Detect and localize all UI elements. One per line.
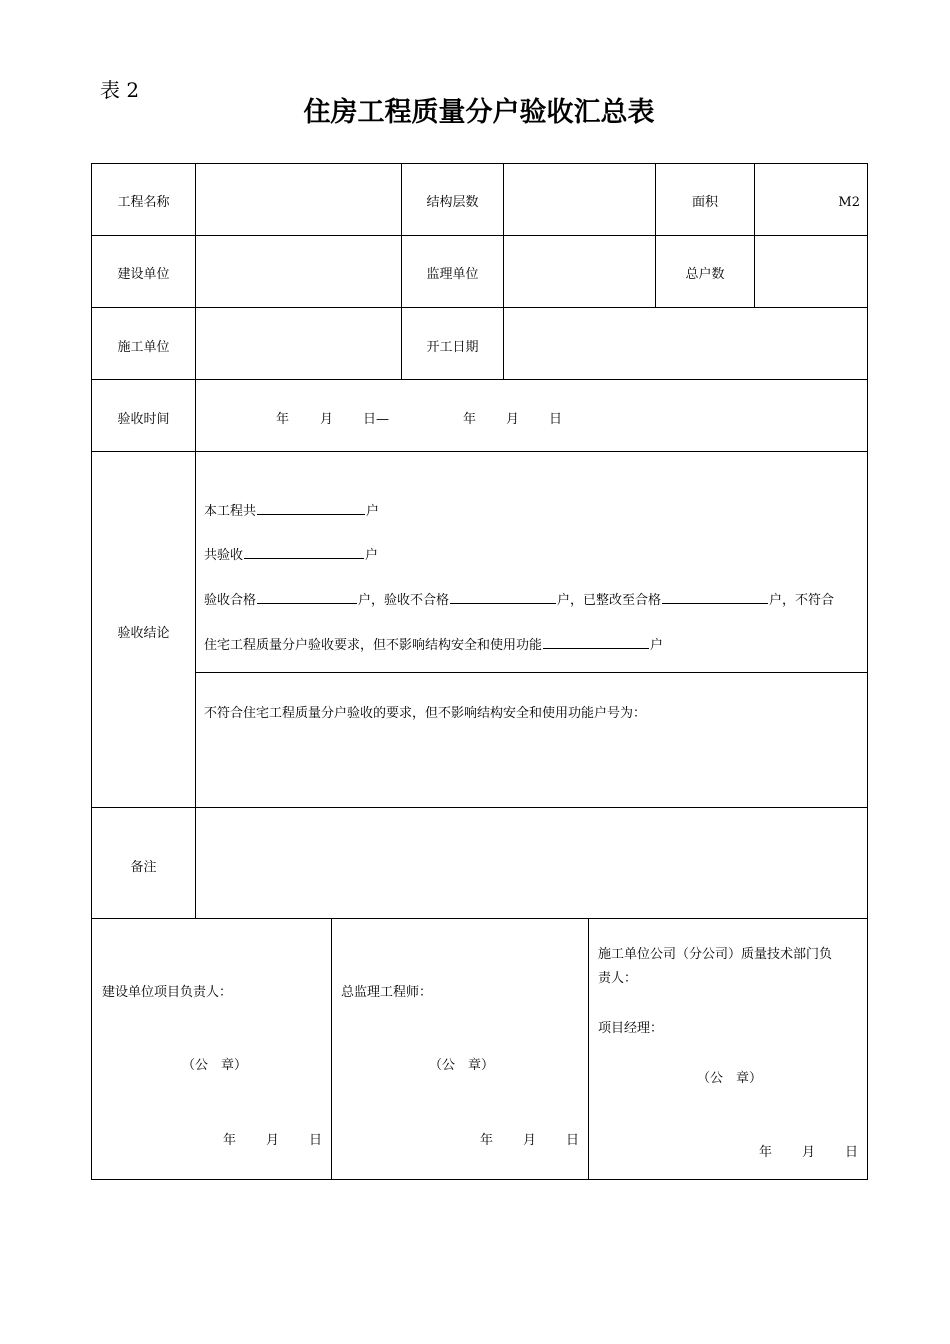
project-name-label: 工程名称 — [117, 195, 170, 210]
contractor-month: 月 — [802, 1145, 816, 1160]
contractor-year: 年 — [759, 1145, 773, 1160]
start-year-label: 年 — [276, 412, 290, 427]
contractor-seal: （公 章） — [697, 1071, 763, 1086]
rectified-blank[interactable] — [662, 593, 768, 604]
exempt-prefix: 住宅工程质量分户验收要求，但不影响结构安全和使用功能 — [204, 638, 543, 653]
conclusion-line-exempt — [204, 638, 663, 654]
conclusion-label: 验收结论 — [117, 626, 170, 641]
end-month-label: 月 — [506, 412, 520, 427]
contractor-label: 施工单位 — [117, 340, 170, 355]
inspected-households-blank[interactable] — [244, 548, 364, 559]
end-day-label: 日 — [549, 412, 563, 427]
acceptance-time-label: 验收时间 — [117, 412, 170, 427]
area-label: 面积 — [691, 195, 718, 210]
remarks-label: 备注 — [130, 860, 157, 875]
start-date-value[interactable] — [505, 309, 866, 378]
builder-seal: （公 章） — [182, 1058, 248, 1073]
rectified-text: 户，已整改至合格 — [557, 593, 662, 608]
total-households-blank[interactable] — [257, 504, 365, 515]
end-year-label: 年 — [463, 412, 477, 427]
unqualified-blank[interactable] — [450, 593, 556, 604]
structure-floors-value[interactable] — [505, 165, 654, 234]
supervisor-value[interactable] — [505, 237, 654, 306]
unqualified-text: 户，验收不合格 — [358, 593, 450, 608]
project-name-value[interactable] — [197, 165, 400, 234]
contractor-day: 日 — [845, 1145, 859, 1160]
start-date-label: 开工日期 — [426, 340, 479, 355]
supervisor-month: 月 — [523, 1133, 537, 1148]
remarks-value[interactable] — [197, 809, 866, 917]
supervisor-year: 年 — [480, 1133, 494, 1148]
supervisor-day: 日 — [566, 1133, 580, 1148]
start-day-label: 日— — [363, 412, 390, 427]
chief-supervisor-label: 总监理工程师： — [341, 985, 433, 1000]
builder-label: 建设单位 — [117, 267, 170, 282]
builder-head-label: 建设单位项目负责人： — [102, 985, 233, 1000]
conclusion-line-inspected — [204, 548, 378, 564]
conclusion-line-total — [204, 504, 379, 520]
total-suffix: 户 — [366, 504, 380, 519]
qualified-blank[interactable] — [257, 593, 357, 604]
builder-value[interactable] — [197, 237, 400, 306]
contractor-dept-head-label-line2: 责人： — [598, 971, 638, 986]
area-unit: M2 — [838, 195, 860, 210]
builder-year: 年 — [223, 1133, 237, 1148]
start-month-label: 月 — [320, 412, 334, 427]
inspected-prefix: 共验收 — [204, 548, 244, 563]
conclusion-line-results — [204, 593, 834, 609]
noncompliant-household-numbers-label: 不符合住宅工程质量分户验收的要求，但不影响结构安全和使用功能户号为： — [204, 706, 647, 721]
page-title: 住房工程质量分户验收汇总表 — [303, 97, 655, 128]
builder-month: 月 — [266, 1133, 280, 1148]
noncompliant-household-numbers-value[interactable] — [204, 728, 859, 802]
supervisor-seal: （公 章） — [429, 1058, 495, 1073]
exempt-suffix: 户 — [650, 638, 664, 653]
contractor-dept-head-label-line1: 施工单位公司（分公司）质量技术部门负 — [598, 947, 833, 962]
exempt-blank[interactable] — [543, 638, 649, 649]
table-label: 表 2 — [100, 78, 140, 102]
total-prefix: 本工程共 — [204, 504, 257, 519]
project-manager-label: 项目经理： — [598, 1021, 664, 1036]
qualified-prefix: 验收合格 — [204, 593, 257, 608]
supervisor-label: 监理单位 — [426, 267, 479, 282]
noncompliant-text: 户，不符合 — [769, 593, 835, 608]
structure-floors-label: 结构层数 — [426, 195, 479, 210]
total-households-label: 总户数 — [685, 267, 725, 282]
inspected-suffix: 户 — [365, 548, 379, 563]
builder-day: 日 — [309, 1133, 323, 1148]
total-households-value[interactable] — [756, 237, 866, 306]
contractor-value[interactable] — [197, 309, 400, 378]
